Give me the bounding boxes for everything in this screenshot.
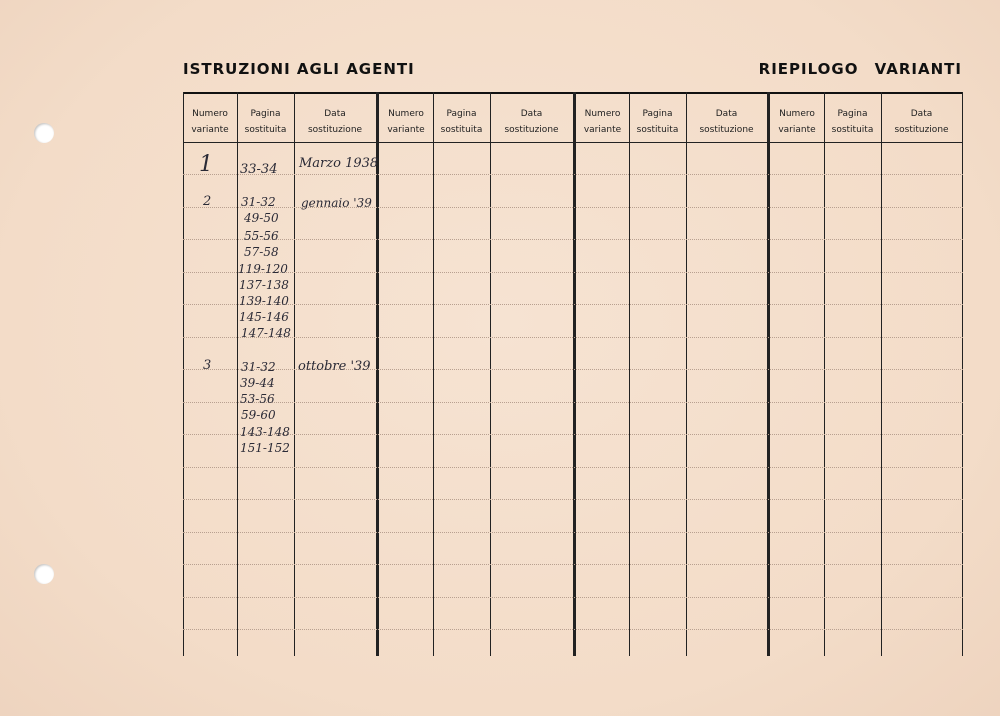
header-numero-variante: Numero variante: [387, 109, 425, 135]
header-pagina-sostituita: Pagina sostituita: [636, 109, 679, 135]
row-rule: [183, 337, 963, 338]
header-numero-variante: Numero variante: [191, 109, 229, 135]
column-rule: [962, 92, 963, 656]
group-rule: [376, 92, 379, 656]
variants-table: [183, 92, 963, 656]
entry-2-pagina: 147-148: [241, 326, 291, 340]
entry-2-pagina: 139-140: [239, 294, 289, 308]
header-pagina-sostituita: Pagina sostituita: [440, 109, 483, 135]
column-rule: [629, 92, 630, 656]
punch-hole-top: [34, 123, 54, 143]
header-numero-variante: Numero variante: [778, 109, 816, 135]
form-title: ISTRUZIONI AGLI AGENTI: [183, 60, 415, 78]
row-rule: [183, 272, 963, 273]
column-rule: [490, 92, 491, 656]
column-rule: [433, 92, 434, 656]
entry-3-data: ottobre '39: [298, 359, 371, 374]
punch-hole-bottom: [34, 564, 54, 584]
entry-3-pagina: 53-56: [240, 392, 275, 406]
entry-1-pagina: 33-34: [240, 162, 278, 177]
row-rule: [183, 304, 963, 305]
column-rule: [294, 92, 295, 656]
header-data-sostituzione: Data sostituzione: [894, 109, 949, 135]
entry-3-pagina: 39-44: [240, 376, 275, 390]
row-rule: [183, 597, 963, 598]
header-pagina-sostituita: Pagina sostituita: [244, 109, 287, 135]
entry-3-pagina: 143-148: [240, 425, 290, 439]
column-rule: [824, 92, 825, 656]
header-data-sostituzione: Data sostituzione: [699, 109, 754, 135]
entry-2-pagina: 57-58: [244, 245, 279, 259]
header-numero-variante: Numero variante: [583, 109, 622, 135]
entry-2-pagina: 145-146: [239, 310, 289, 324]
group-rule: [573, 92, 576, 656]
entry-3-pagina: 59-60: [241, 408, 276, 422]
row-rule: [183, 239, 963, 240]
row-rule: [183, 207, 963, 208]
row-rule: [183, 629, 963, 630]
header-data-sostituzione: Data sostituzione: [307, 109, 363, 135]
entry-2-pagina: 55-56: [244, 229, 279, 243]
entry-2-pagina: 31-32: [241, 195, 276, 209]
row-rule: [183, 402, 963, 403]
group-rule: [767, 92, 770, 656]
entry-2-data: gennaio '39: [301, 196, 372, 210]
entry-2-pagina: 119-120: [238, 262, 288, 276]
entry-2-pagina: 49-50: [244, 211, 279, 225]
entry-1-data: Marzo 1938: [299, 156, 379, 171]
entry-2-numero: 2: [203, 194, 212, 209]
row-rule: [183, 174, 963, 175]
column-rule: [183, 92, 184, 656]
row-rule: [183, 499, 963, 500]
entry-2-pagina: 137-138: [239, 278, 289, 292]
column-rule: [237, 92, 238, 656]
header-data-sostituzione: Data sostituzione: [504, 109, 559, 135]
entry-3-pagina: 31-32: [241, 360, 276, 374]
column-rule: [881, 92, 882, 656]
entry-3-pagina: 151-152: [240, 441, 290, 455]
form-subtitle: RIEPILOGO VARIANTI: [758, 60, 962, 78]
column-rule: [686, 92, 687, 656]
row-rule: [183, 434, 963, 435]
row-rule: [183, 467, 963, 468]
entry-3-numero: 3: [203, 358, 212, 373]
row-rule: [183, 532, 963, 533]
header-pagina-sostituita: Pagina sostituita: [831, 109, 874, 135]
entry-1-numero: 1: [199, 152, 213, 177]
row-rule: [183, 564, 963, 565]
